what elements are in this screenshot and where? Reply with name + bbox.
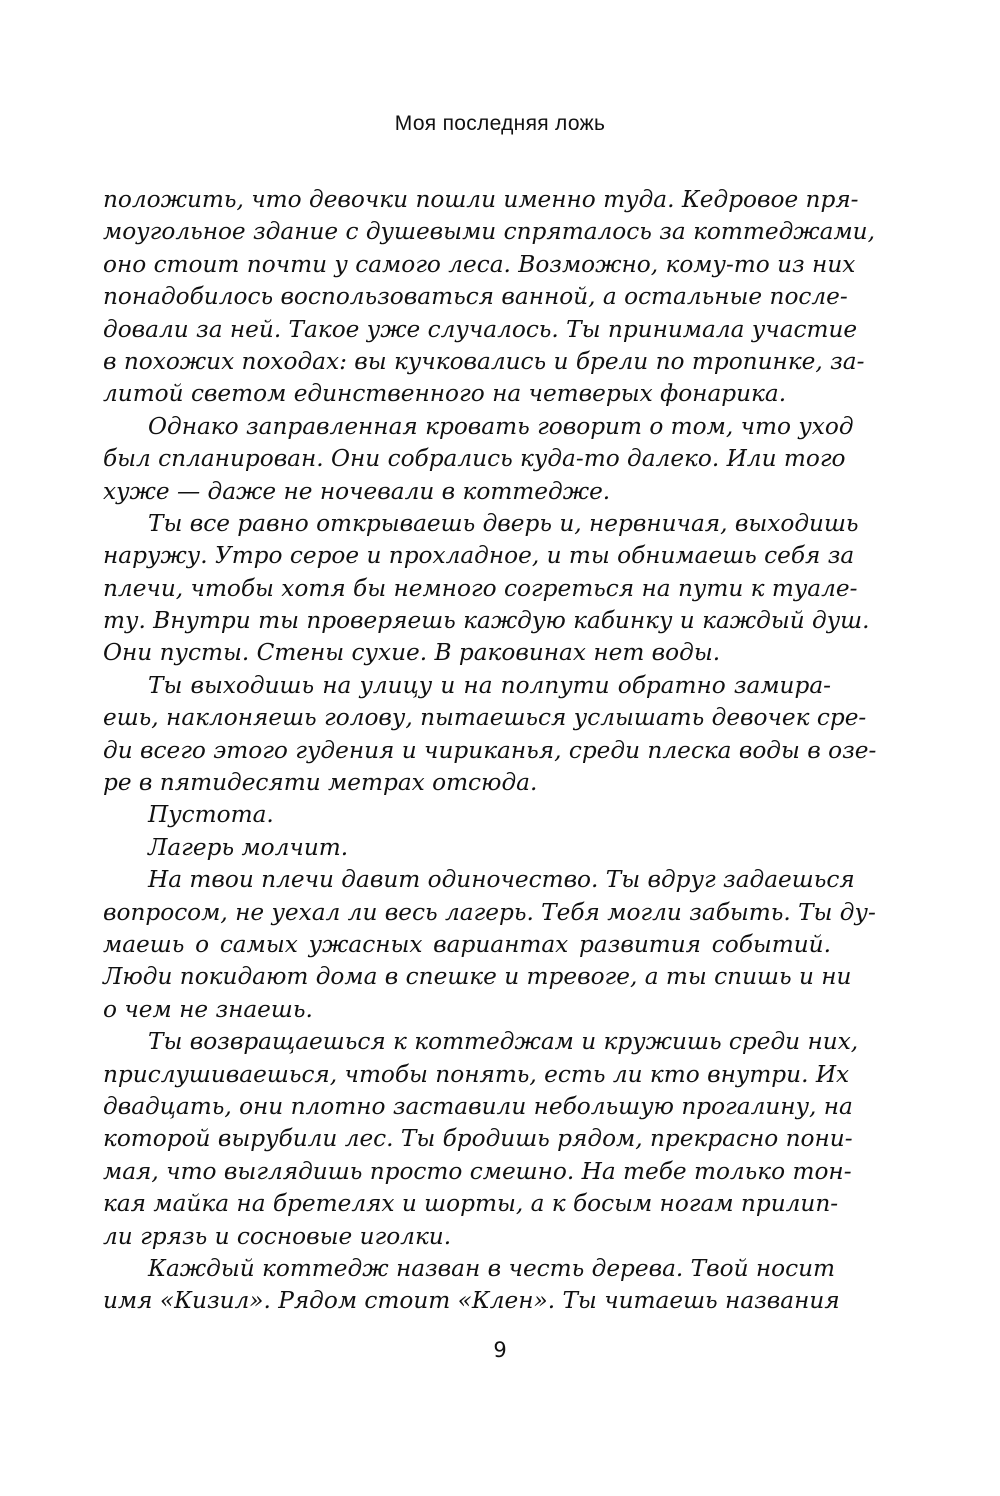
text-line: положить, что девочки пошли именно туда. Кедровое пря- bbox=[103, 186, 859, 213]
text-line: двадцать, они плотно заставили небольшую прогалину, на bbox=[103, 1092, 853, 1120]
text-line: о чем не знаешь. bbox=[103, 995, 313, 1023]
text-line: моугольное здание с душевыми спряталось за коттеджами, bbox=[103, 218, 875, 246]
paragraph-start-line: Пустота. bbox=[148, 801, 274, 829]
text-line: вопросом, не уехал ли весь лагерь. Тебя могли забыть. Ты ду- bbox=[103, 898, 876, 926]
paragraph-start-line: Лагерь молчит. bbox=[148, 833, 349, 861]
paragraph-start-line: Каждый коттедж назван в честь дерева. Твой носит bbox=[148, 1254, 836, 1282]
text-line: которой вырубили лес. Ты бродишь рядом, прекрасно пони- bbox=[103, 1125, 853, 1153]
text-line: плечи, чтобы хотя бы немного согреться на пути к туале- bbox=[103, 574, 858, 602]
text-line: прислушиваешься, чтобы понять, есть ли кто внутри. Их bbox=[103, 1060, 850, 1088]
body-text bbox=[103, 184, 877, 1318]
page-number: 9 bbox=[493, 1338, 507, 1362]
text-line: ди всего этого гудения и чириканья, среди плеска воды в озе- bbox=[103, 736, 877, 764]
text-line: понадобилось воспользоваться ванной, а остальные после- bbox=[103, 283, 848, 311]
running-title: Моя последняя ложь bbox=[394, 112, 606, 135]
text-line: был спланирован. Они собрались куда-то далеко. Или того bbox=[103, 445, 846, 473]
paragraph-start-line: Однако заправленная кровать говорит о том, что уход bbox=[148, 412, 854, 440]
text-line: маешь о самых ужасных вариантах развития событий. bbox=[103, 930, 831, 958]
text-line: литой светом единственного на четверых фонарика. bbox=[103, 380, 787, 408]
text-line: Они пусты. Стены сухие. В раковинах нет воды. bbox=[103, 639, 721, 667]
text-line: наружу. Утро серое и прохладное, и ты обнимаешь себя за bbox=[103, 542, 855, 570]
text-line: довали за ней. Такое уже случалось. Ты принимала участие bbox=[103, 315, 858, 343]
text-line: Люди покидают дома в спешке и тревоге, а ты спишь и ни bbox=[103, 963, 852, 991]
paragraph-start-line: Ты возвращаешься к коттеджам и кружишь среди них, bbox=[148, 1028, 859, 1056]
text-line: ту. Внутри ты проверяешь каждую кабинку и каждый душ. bbox=[103, 607, 870, 635]
text-line: кая майка на бретелях и шорты, а к босым ногам прилип- bbox=[103, 1190, 839, 1218]
text-line: ешь, наклоняешь голову, пытаешься услышать девочек сре- bbox=[103, 704, 867, 732]
paragraph-start-line: Ты все равно открываешь дверь и, нервничая, выходишь bbox=[148, 509, 859, 537]
text-line: ре в пятидесяти метрах отсюда. bbox=[103, 769, 538, 797]
text-line: имя «Кизил». Рядом стоит «Клен». Ты читаешь названия bbox=[103, 1287, 840, 1315]
text-line: хуже — даже не ночевали в коттедже. bbox=[103, 477, 611, 505]
paragraph-start-line: Ты выходишь на улицу и на полпути обратно замира- bbox=[148, 671, 831, 699]
text-line: в похожих походах: вы кучковались и брели по тропинке, за- bbox=[103, 347, 865, 375]
paragraph-start-line: На твои плечи давит одиночество. Ты вдруг задаешься bbox=[148, 866, 855, 894]
text-line: ли грязь и сосновые иголки. bbox=[103, 1222, 452, 1250]
text-line: мая, что выглядишь просто смешно. На тебе только тон- bbox=[103, 1157, 852, 1185]
text-line: оно стоит почти у самого леса. Возможно, кому-то из них bbox=[103, 250, 856, 278]
